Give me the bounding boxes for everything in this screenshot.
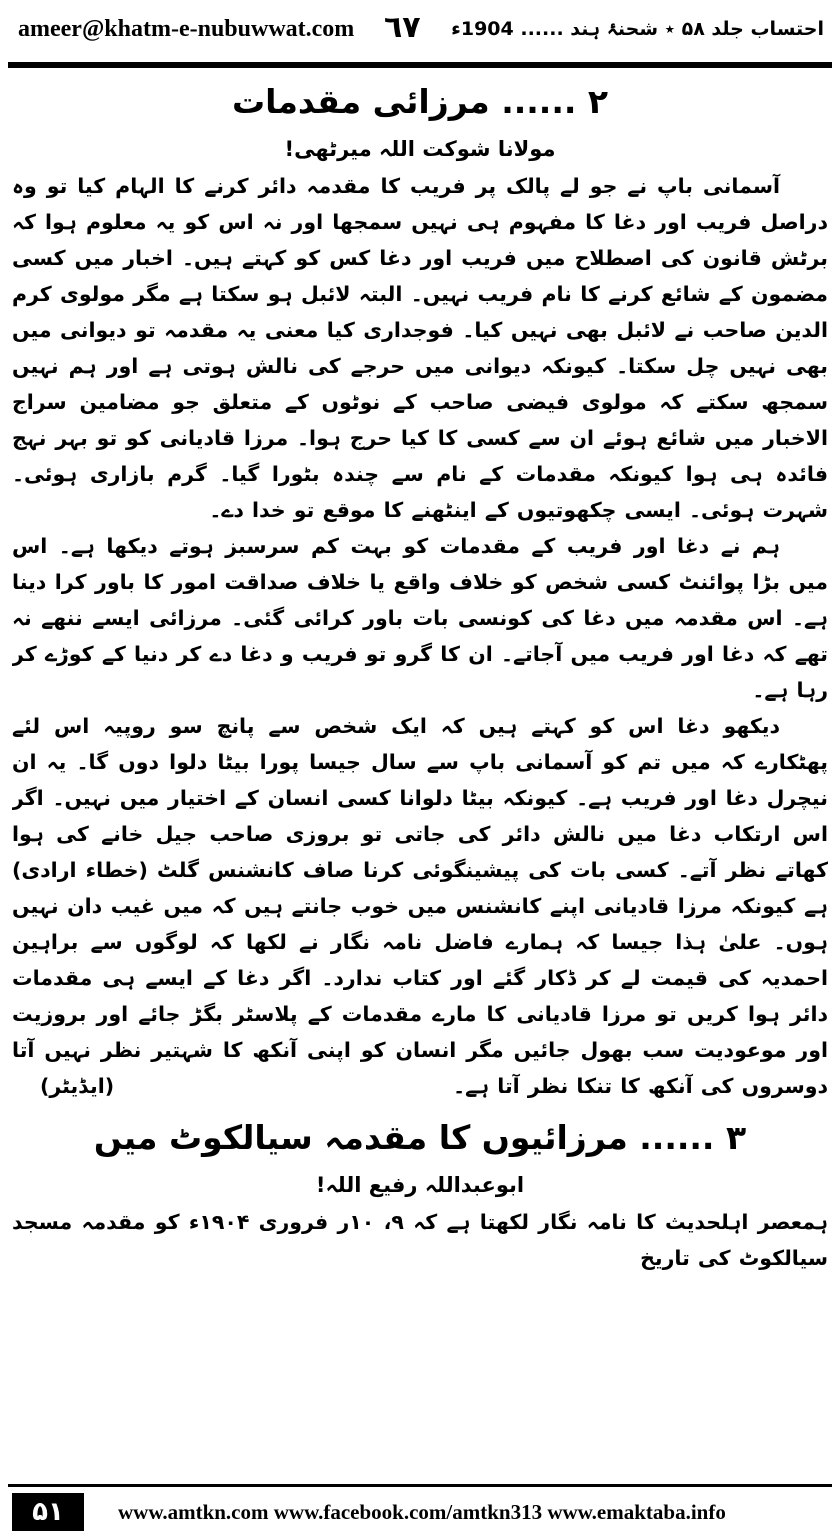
header-email: ameer@khatm-e-nubuwwat.com [18, 16, 355, 42]
section-author: مولانا شوکت اللہ میرٹھی! [284, 137, 556, 161]
paragraph-3 [12, 708, 828, 1104]
header-page-number: ٦٧ [384, 10, 421, 45]
paragraph-2: ہم نے دغا اور فریب کے مقدمات کو بہت کم سرسبز ہوتے دیکھا ہے۔ اس میں بڑا پوائنٹ کسی شخص کو خلاف واقع یا خلاف صداقت امور کا باور کرا دینا ہے۔ اس مقدمہ میں دغا کی کونسی بات باور کرائی گئی۔ مرزائی ایسے ننھے نہ تھے کہ دغا اور فریب میں آجاتے۔ ان کا گرو تو فریب و دغا دے کر دنیا کے کوڑے کر رہا ہے۔ [12, 534, 828, 702]
paragraph-3-text: دیکھو دغا اس کو کہتے ہیں کہ ایک شخص سے پانچ سو روپیہ اس لئے پھٹکارے کہ میں تم کو آسمانی باپ سے سال جیسا پورا بیٹا دلوا دوں گا۔ یہ ان نیچرل دغا اور فریب ہے۔ کیونکہ بیٹا دلوانا کسی انسان کے اختیار میں نہیں۔ اگر اس ارتکاب دغا میں نالش دائر کی جاتی تو بروزی صاحب جیل خانے کی ہوا کھاتے نظر آتے۔ کسی بات کی پیشینگوئی کرنا صاف کانشنس گلٹ (خطاء ارادی) ہے کیونکہ مرزا قادیانی اپنے کانشنس میں خوب جانتے ہیں کہ میں غیب دان نہیں ہوں۔ علیٰ ہذا جیسا کہ ہمارے فاضل نامہ نگار نے لکھا کہ لوگوں سے براہین احمدیہ کی قیمت لے کر ڈکار گئے اور کتاب ندارد۔ اگر دغا کے ایسے ہی مقدمات دائر ہوا کریں تو مرزا قادیانی کا مارے مقدمات کے پلاسٹر بگڑ جائے اور بروزیت اور موعودیت سب بھول جائیں مگر انسان کو اپنی آنکھ کا شہتیر نظر نہیں آتا دوسروں کی آنکھ کا تنکا نظر آتا ہے۔ [12, 714, 828, 1098]
header-divider [8, 62, 832, 68]
section-title-mirzai-cases: ۲ ...... مرزائی مقدمات [231, 82, 609, 121]
page-header [0, 0, 840, 66]
paragraph-1: آسمانی باپ نے جو لے پالک پر فریب کا مقدمہ دائر کرنے کا الہام کیا تو وہ دراصل فریب اور دغا کا مفہوم ہی نہیں سمجھا اور نہ اس کو یہ معلوم ہوا کہ برٹش قانون کی اصطلاح میں فریب اور دغا کس کو کہتے ہیں۔ اخبار میں کسی مضمون کے شائع کرنے کا نام فریب نہیں۔ البتہ لائبل ہو سکتا ہے مگر مولوی کرم الدین صاحب نے لائبل بھی نہیں کیا۔ فوجداری کیا معنی یہ مقدمہ تو دیوانی میں بھی نہیں چل سکتا۔ کیونکہ دیوانی میں حرجے کی نالش ہوتی ہے اور ہم نہیں سمجھ سکتے کہ مولوی فیضی صاحب کے نوٹوں کے متعلق جو مضامین سراج الاخبار میں شائع ہوئے ان سے کسی کا کیا حرج ہوا۔ مرزا قادیانی کو تو بہر نہج فائدہ ہی ہوا کیونکہ مقدمات کے نام سے چندہ بٹورا گیا۔ گرم بازاری ہوئی۔ شہرت ہوئی۔ ایسی چکھوتیوں کے اینٹھنے کا موقع تو خدا دے۔ [12, 174, 828, 522]
editor-tag: (ایڈیٹر) [40, 1074, 115, 1098]
section2-author: ابوعبداللہ رفیع اللہ! [315, 1173, 525, 1197]
article-body [12, 74, 828, 1474]
header-journal-title: احتساب جلد ۵۸ ٭ شحنۂ ہند ...... 1904ء [451, 18, 824, 40]
section-title-sialkot: ۳ ...... مرزائیوں کا مقدمہ سیالکوٹ میں [93, 1118, 747, 1157]
footer-website-links: www.amtkn.com www.facebook.com/amtkn313 www.emaktaba.info [118, 1500, 726, 1524]
section2-first-line: ہمعصر اہلحدیث کا نامہ نگار لکھتا ہے کہ ۹، ۱۰ر فروری ۱۹۰۴ء کو مقدمہ مسجد سیالکوٹ کی تاریخ [12, 1210, 828, 1270]
footer-divider [8, 1484, 832, 1487]
section-sialkot-case [12, 1110, 828, 1276]
footer-page-number: ۵۱ [12, 1493, 84, 1531]
